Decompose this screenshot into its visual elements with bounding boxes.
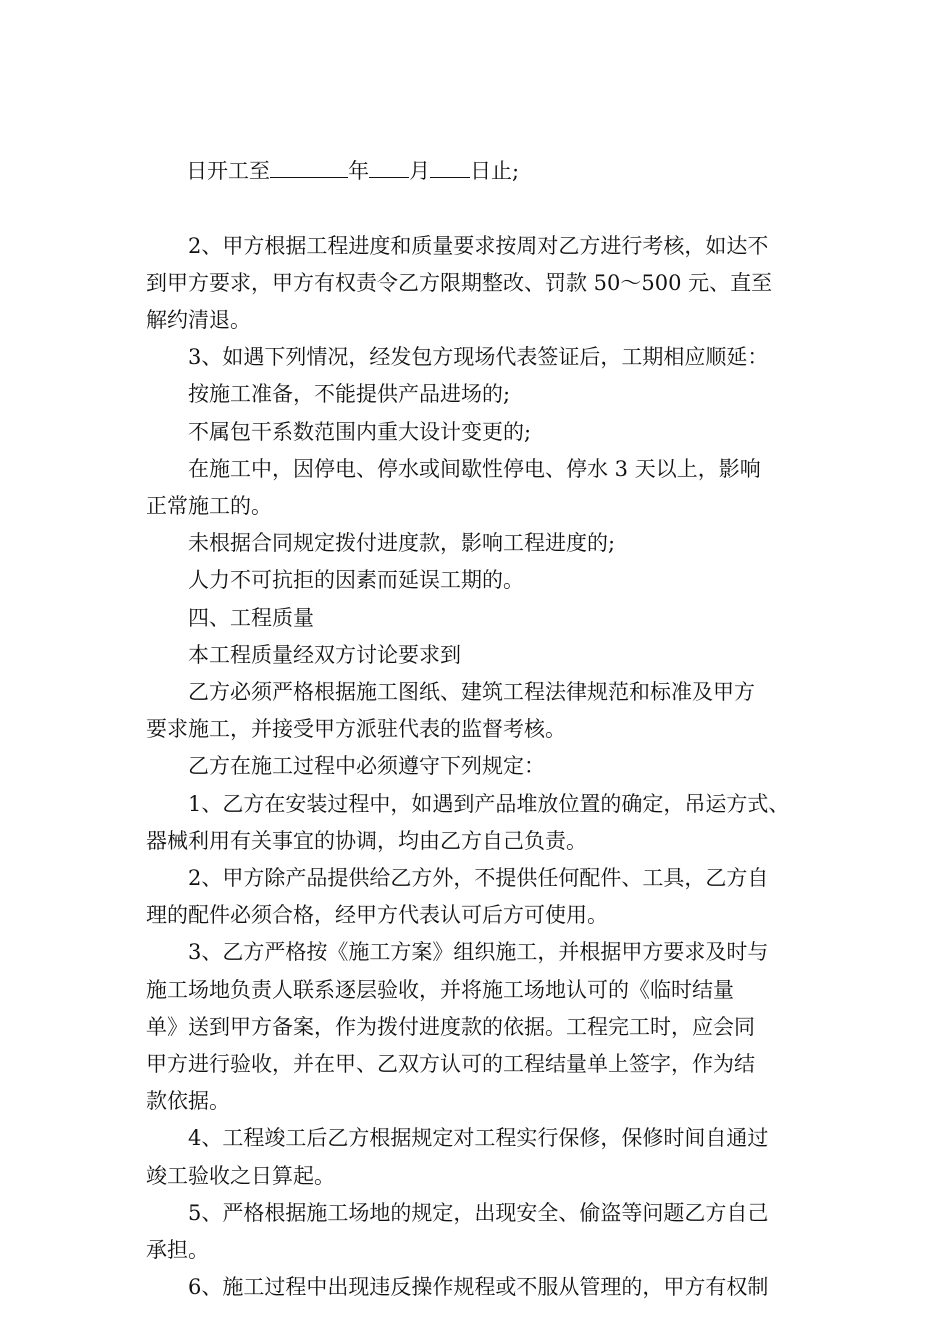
paragraph-line: 2、甲方除产品提供给乙方外，不提供任何配件、工具，乙方自 xyxy=(188,866,769,891)
first-line-suffix: 日止; xyxy=(470,159,520,184)
paragraph-line: 正常施工的。 xyxy=(146,494,272,519)
paragraph-line: 本工程质量经双方讨论要求到 xyxy=(188,642,461,667)
paragraph-line: 5、严格根据施工场地的规定，出现安全、偷盗等问题乙方自己 xyxy=(188,1200,769,1225)
paragraph xyxy=(146,339,826,376)
paragraph-line: 未根据合同规定拨付进度款，影响工程进度的; xyxy=(188,531,616,556)
paragraph-line: 解约清退。 xyxy=(146,308,251,333)
paragraph xyxy=(146,637,826,674)
paragraph xyxy=(146,1120,826,1194)
month-label: 月 xyxy=(409,159,431,184)
paragraph-line: 1、乙方在安装过程中，如遇到产品堆放位置的确定，吊运方式、 xyxy=(188,791,790,816)
paragraph-line: 单》送到甲方备案，作为拨付进度款的依据。工程完工时，应会同 xyxy=(146,1014,755,1039)
paragraph-line: 2、甲方根据工程进度和质量要求按周对乙方进行考核，如达不 xyxy=(188,233,769,258)
paragraph-list xyxy=(146,228,826,1307)
paragraph xyxy=(146,600,826,637)
paragraph xyxy=(146,748,826,785)
paragraph-line: 竣工验收之日算起。 xyxy=(146,1163,335,1188)
paragraph-line: 3、乙方严格按《施工方案》组织施工，并根据甲方要求及时与 xyxy=(188,940,769,965)
paragraph xyxy=(146,1269,826,1306)
paragraph-line: 四、工程质量 xyxy=(188,605,314,630)
paragraph-line: 人力不可抗拒的因素而延误工期的。 xyxy=(188,568,524,593)
paragraph-line: 施工场地负责人联系逐层验收，并将施工场地认可的《临时结量 xyxy=(146,977,734,1002)
paragraph xyxy=(146,228,826,340)
paragraph xyxy=(146,451,826,525)
paragraph-line: 乙方必须严格根据施工图纸、建筑工程法律规范和标准及甲方 xyxy=(188,680,755,705)
paragraph xyxy=(146,562,826,599)
paragraph-line: 承担。 xyxy=(146,1238,209,1263)
day-blank xyxy=(430,159,470,178)
paragraph-line: 在施工中，因停电、停水或间歇性停电、停水 3 天以上，影响 xyxy=(188,456,761,481)
paragraph-line: 款依据。 xyxy=(146,1089,230,1114)
paragraph xyxy=(146,376,826,413)
month-blank xyxy=(369,159,409,178)
paragraph xyxy=(146,414,826,451)
paragraph xyxy=(146,674,826,748)
paragraph-line: 甲方进行验收，并在甲、乙双方认可的工程结量单上签字，作为结 xyxy=(146,1052,755,1077)
paragraph xyxy=(146,786,826,860)
paragraph xyxy=(146,1195,826,1269)
paragraph-line: 理的配件必须合格，经甲方代表认可后方可使用。 xyxy=(146,903,608,928)
paragraph-line: 器械利用有关事宜的协调，均由乙方自己负责。 xyxy=(146,828,587,853)
paragraph-line: 3、如遇下列情况，经发包方现场代表签证后，工期相应顺延： xyxy=(188,345,769,370)
paragraph-line: 6、施工过程中出现违反操作规程或不服从管理的，甲方有权制 xyxy=(188,1275,769,1300)
paragraph-line: 要求施工，并接受甲方派驻代表的监督考核。 xyxy=(146,717,566,742)
paragraph xyxy=(146,934,826,1120)
first-line-prefix: 日开工至 xyxy=(186,159,271,184)
year-blank xyxy=(270,159,348,178)
year-label: 年 xyxy=(348,159,370,184)
paragraph-line: 按施工准备，不能提供产品进场的; xyxy=(188,382,511,407)
paragraph xyxy=(146,525,826,562)
document-body xyxy=(146,116,826,1307)
paragraph xyxy=(146,860,826,934)
first-line xyxy=(146,116,826,228)
paragraph-line: 乙方在施工过程中必须遵守下列规定： xyxy=(188,754,545,779)
paragraph-line: 到甲方要求，甲方有权责令乙方限期整改、罚款 50～500 元、直至 xyxy=(146,270,773,295)
paragraph-line: 不属包干系数范围内重大设计变更的; xyxy=(188,419,532,444)
paragraph-line: 4、工程竣工后乙方根据规定对工程实行保修，保修时间自通过 xyxy=(188,1126,769,1151)
